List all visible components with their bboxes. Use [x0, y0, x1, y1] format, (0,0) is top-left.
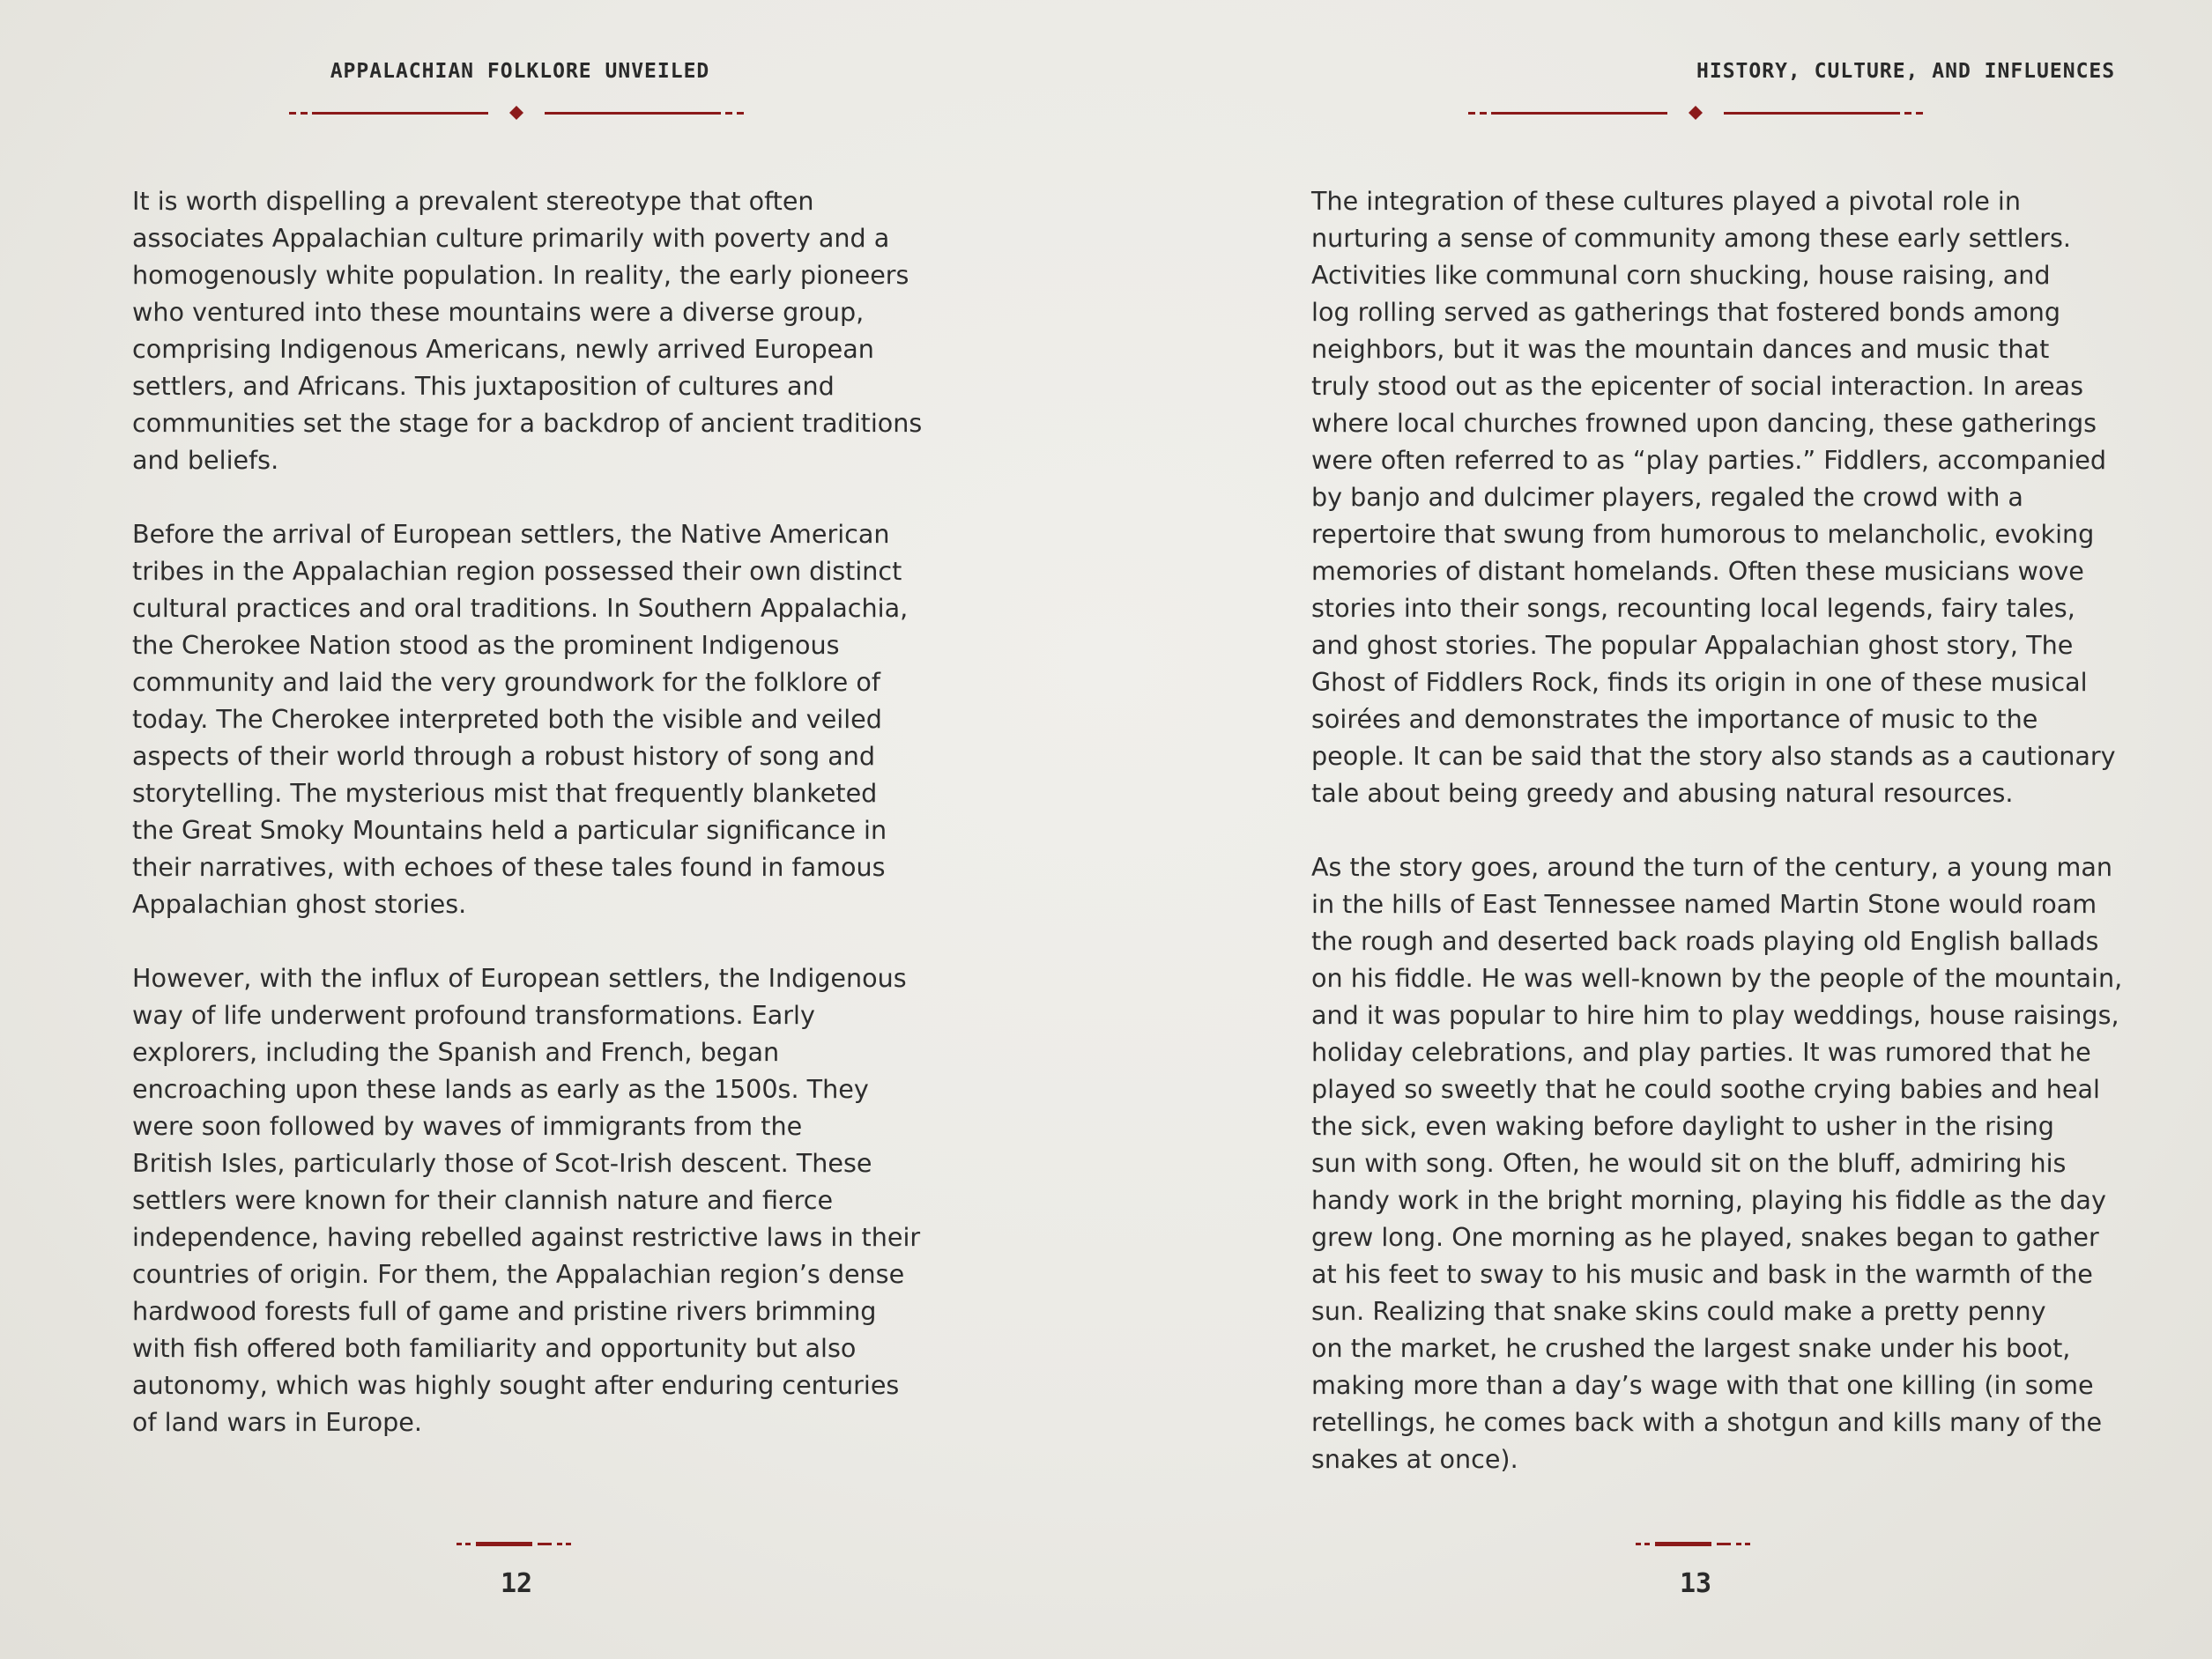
right-page [1106, 0, 2212, 1659]
text-line: sun with song. Often, he would sit on the bluff, admiring his [1311, 1148, 2067, 1178]
text-line: the sick, even waking before daylight to usher in the rising [1311, 1111, 2054, 1141]
paragraph [1311, 848, 2123, 1478]
text-line: sun. Realizing that snake skins could make a pretty penny [1311, 1296, 2046, 1326]
text-line: aspects of their world through a robust history of song and [132, 741, 876, 771]
running-head-right: HISTORY, CULTURE, AND INFLUENCES [1696, 60, 2116, 83]
text-line: tribes in the Appalachian region possessed their own distinct [132, 556, 902, 586]
text-line: and it was popular to hire him to play weddings, house raisings, [1311, 1000, 2119, 1030]
text-line: settlers were known for their clannish nature and fierce [132, 1185, 834, 1215]
text-line: by banjo and dulcimer players, regaled the crowd with a [1311, 482, 2023, 512]
footer-ornament-right [1636, 1539, 1755, 1550]
text-line: encroaching upon these lands as early as the 1500s. They [132, 1074, 869, 1104]
text-line: British Isles, particularly those of Scot-Irish descent. These [132, 1148, 872, 1178]
text-line: today. The Cherokee interpreted both the visible and veiled [132, 704, 882, 734]
text-line: on his fiddle. He was well-known by the people of the mountain, [1311, 963, 2123, 993]
text-line: cultural practices and oral traditions. In Southern Appalachia, [132, 593, 909, 623]
text-line: Before the arrival of European settlers, the Native American [132, 519, 890, 549]
text-line: memories of distant homelands. Often these musicians wove [1311, 556, 2084, 586]
text-line: Appalachian ghost stories. [132, 889, 467, 919]
text-line: making more than a day’s wage with that one killing (in some [1311, 1370, 2094, 1400]
text-line: Ghost of Fiddlers Rock, finds its origin in one of these musical [1311, 667, 2088, 697]
text-line: Activities like communal corn shucking, house raising, and [1311, 260, 2051, 290]
paragraph [132, 515, 908, 922]
text-line: neighbors, but it was the mountain dances and music that [1311, 334, 2050, 364]
text-line: communities set the stage for a backdrop of ancient traditions [132, 408, 923, 438]
text-line: their narratives, with echoes of these tales found in famous [132, 852, 886, 882]
text-line: way of life underwent profound transformations. Early [132, 1000, 815, 1030]
paragraph [132, 182, 923, 478]
text-line: The integration of these cultures played a pivotal role in [1311, 186, 2021, 216]
text-line: countries of origin. For them, the Appalachian region’s dense [132, 1259, 905, 1289]
text-line: explorers, including the Spanish and French, began [132, 1037, 780, 1067]
text-line: homogenously white population. In reality, the early pioneers [132, 260, 909, 290]
text-line: As the story goes, around the turn of the century, a young man [1311, 852, 2112, 882]
text-line: stories into their songs, recounting local legends, fairy tales, [1311, 593, 2075, 623]
text-line: on the market, he crushed the largest snake under his boot, [1311, 1333, 2071, 1363]
page-number-left: 12 [500, 1568, 533, 1599]
text-line: repertoire that swung from humorous to melancholic, evoking [1311, 519, 2095, 549]
text-line: were soon followed by waves of immigrants from the [132, 1111, 803, 1141]
text-line: nurturing a sense of community among these early settlers. [1311, 223, 2071, 253]
text-line: comprising Indigenous Americans, newly arrived European [132, 334, 874, 364]
text-line: and ghost stories. The popular Appalachian ghost story, The [1311, 630, 2074, 660]
text-line: of land wars in Europe. [132, 1407, 422, 1437]
text-line: people. It can be said that the story also stands as a cautionary [1311, 741, 2116, 771]
text-line: However, with the influx of European settlers, the Indigenous [132, 963, 907, 993]
text-line: where local churches frowned upon dancing, these gatherings [1311, 408, 2097, 438]
text-line: snakes at once). [1311, 1444, 1518, 1474]
text-line: It is worth dispelling a prevalent stereotype that often [132, 186, 814, 216]
text-line: autonomy, which was highly sought after enduring centuries [132, 1370, 900, 1400]
text-line: holiday celebrations, and play parties. It was rumored that he [1311, 1037, 2091, 1067]
text-line: were often referred to as “play parties.” Fiddlers, accompanied [1311, 445, 2107, 475]
text-line: the Great Smoky Mountains held a particular significance in [132, 815, 887, 845]
right-body-text [1311, 182, 2123, 1515]
text-line: the rough and deserted back roads playing old English ballads [1311, 926, 2099, 956]
text-line: played so sweetly that he could soothe crying babies and heal [1311, 1074, 2100, 1104]
text-line: with fish offered both familiarity and opportunity but also [132, 1333, 857, 1363]
running-head-left: APPALACHIAN FOLKLORE UNVEILED [330, 60, 710, 83]
text-line: retellings, he comes back with a shotgun and kills many of the [1311, 1407, 2103, 1437]
paragraph [1311, 182, 2116, 811]
text-line: settlers, and Africans. This juxtaposition of cultures and [132, 371, 835, 401]
text-line: grew long. One morning as he played, snakes began to gather [1311, 1222, 2099, 1252]
text-line: tale about being greedy and abusing natural resources. [1311, 778, 2014, 808]
text-line: at his feet to sway to his music and bask in the warmth of the [1311, 1259, 2093, 1289]
header-ornament-left [289, 104, 744, 122]
paragraph [132, 959, 921, 1441]
page-number-right: 13 [1679, 1568, 1712, 1599]
text-line: truly stood out as the epicenter of social interaction. In areas [1311, 371, 2083, 401]
left-body-text [132, 182, 923, 1478]
text-line: soirées and demonstrates the importance of music to the [1311, 704, 2038, 734]
text-line: and beliefs. [132, 445, 279, 475]
text-line: community and laid the very groundwork for the folklore of [132, 667, 880, 697]
text-line: in the hills of East Tennessee named Martin Stone would roam [1311, 889, 2097, 919]
text-line: log rolling served as gatherings that fostered bonds among [1311, 297, 2060, 327]
text-line: independence, having rebelled against restrictive laws in their [132, 1222, 921, 1252]
text-line: storytelling. The mysterious mist that frequently blanketed [132, 778, 878, 808]
header-ornament-right [1468, 104, 1923, 122]
text-line: associates Appalachian culture primarily with poverty and a [132, 223, 890, 253]
text-line: hardwood forests full of game and pristine rivers brimming [132, 1296, 877, 1326]
text-line: the Cherokee Nation stood as the prominent Indigenous [132, 630, 840, 660]
text-line: handy work in the bright morning, playing his fiddle as the day [1311, 1185, 2106, 1215]
footer-ornament-left [457, 1539, 576, 1550]
text-line: who ventured into these mountains were a diverse group, [132, 297, 865, 327]
